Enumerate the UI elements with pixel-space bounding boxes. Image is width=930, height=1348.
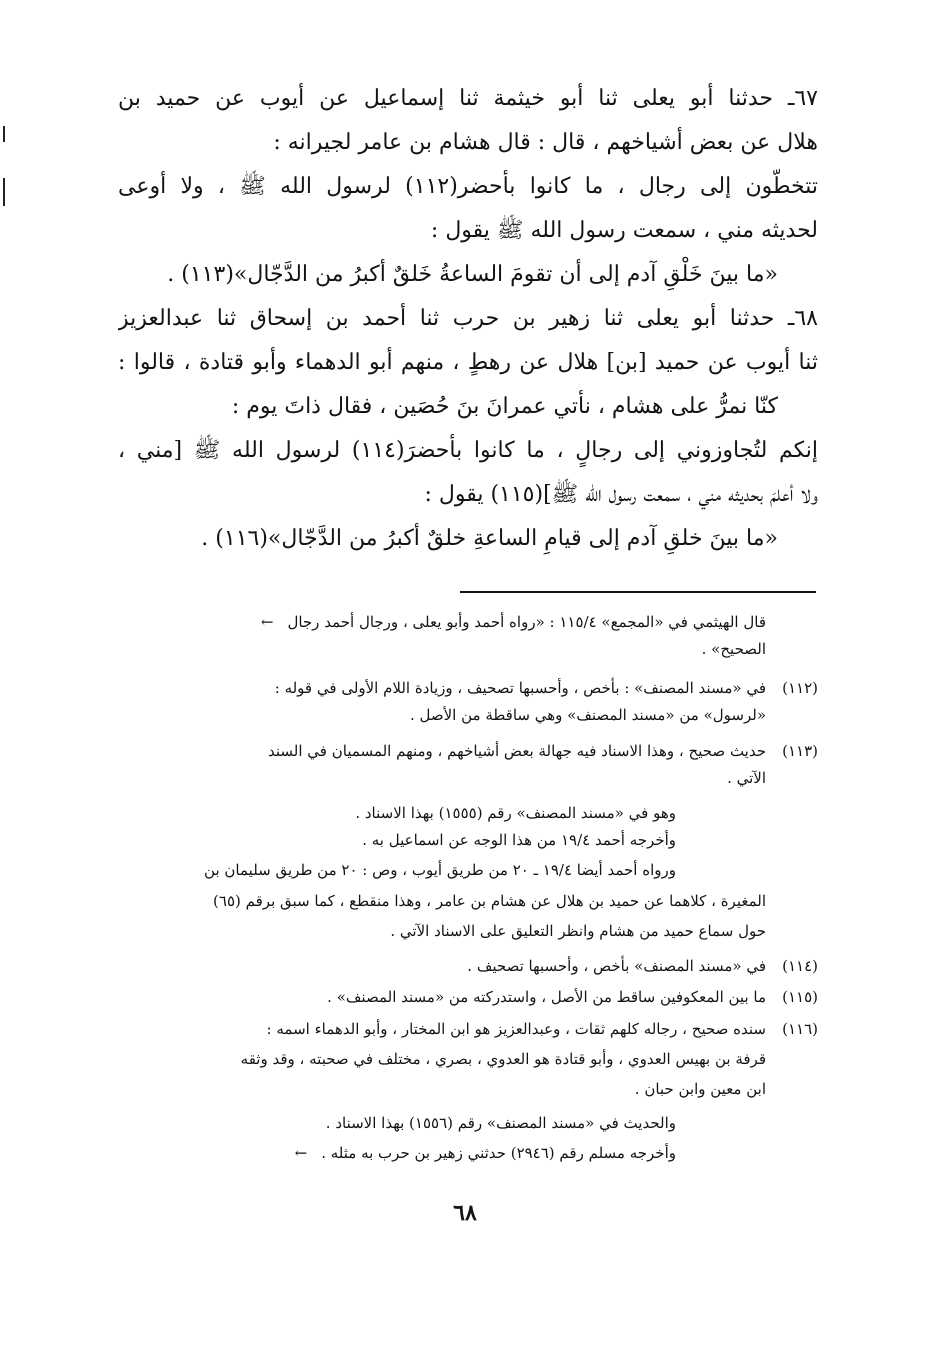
hadith-68-line-5: ولا أعلمَ بحديثه مني ، سمعت رسول الله ﷺ](١١٥) يقول : bbox=[424, 482, 818, 507]
hadith-67-line-1: ٦٧ـ حدثنا أبو يعلى ثنا أبو خيثمة ثنا إسماعيل عن أيوب عن حميد بن bbox=[118, 86, 818, 111]
footnote-line: وأخرجه مسلم رقم (٢٩٤٦) حدثني زهير بن حرب به مثله .← bbox=[112, 1140, 818, 1166]
footnote-number: (١١٤) bbox=[782, 957, 818, 975]
footnote-number: (١١٢) bbox=[782, 679, 818, 697]
footnote-line: وأخرجه أحمد ١٩/٤ من هذا الوجه عن اسماعيل به . bbox=[362, 831, 676, 849]
footnote-line: الصحيح» . bbox=[701, 640, 766, 658]
footnote-112: (١١٢)في «مسند المصنف» : بأخص ، وأحسبها تصحيف ، وزيادة اللام الأولى في قوله : bbox=[112, 675, 818, 701]
footnote-line: ورواه أحمد أيضا ١٩/٤ ـ ٢٠ من طريق أيوب ، وص : ٢٠ من طريق سليمان بن bbox=[204, 861, 676, 879]
footnote-line: المغيرة ، كلاهما عن حميد بن هلال عن هشام بن عامر ، وهذا منقطع ، كما سبق برقم (٦٥) bbox=[213, 892, 766, 910]
footnote-116: (١١٦)سنده صحيح ، رجاله كلهم ثقات ، وعبدالعزيز هو ابن المختار ، وأبو الدهماء اسمه : bbox=[112, 1016, 818, 1042]
footnote-line: قال الهيثمي في «المجمع» ١١٥/٤ : «رواه أحمد وأبو يعلى ، ورجال أحمد رجال← bbox=[112, 609, 818, 635]
hadith-67-quote: «ما بينَ خَلْقِ آدم إلى أن تقومَ الساعةُ خَلقٌ أكبرُ من الدَّجّال»(١١٣) . bbox=[167, 262, 778, 287]
footnote-line: ابن معين وابن حبان . bbox=[634, 1080, 766, 1098]
footnote-line: والحديث في «مسند المصنف» رقم (١٥٥٦) بهذا الاسناد . bbox=[325, 1114, 676, 1132]
footnote-number: (١١٥) bbox=[782, 988, 818, 1006]
hadith-68-line-3: كنّا نمرُّ على هشام ، نأتي عمرانَ بنَ حُصَين ، فقال ذاتَ يوم : bbox=[231, 394, 778, 419]
hadith-68-line-2: ثنا أيوب عن حميد [بن] هلال عن رهطٍ ، منهم أبو الدهماء وأبو قتادة ، قالوا : bbox=[118, 350, 818, 375]
hadith-68-line-4: إنكم لتُجاوزوني إلى رجالٍ ، ما كانوا بأحضرَ(١١٤) لرسول الله ﷺ [مني ، bbox=[118, 438, 818, 463]
footnote-line: قرفة بن بهيس العدوي ، وأبو قتادة هو العدوي ، بصري ، مختلف في صحبته ، وقد وثقه bbox=[240, 1050, 766, 1068]
hadith-67-line-4: لحديثه مني ، سمعت رسول الله ﷺ يقول : bbox=[430, 218, 818, 243]
footnote-number: (١١٦) bbox=[782, 1020, 818, 1038]
margin-mark-top bbox=[3, 126, 5, 142]
arrow-left-icon: ← bbox=[260, 613, 274, 631]
hadith-68-line-1: ٦٨ـ حدثنا أبو يعلى ثنا زهير بن حرب ثنا أحمد بن إسحاق ثنا عبدالعزيز bbox=[118, 306, 818, 331]
footnote-line: الآتي . bbox=[727, 769, 766, 787]
hadith-67-line-3: تتخطّون إلى رجال ، ما كانوا بأحضر(١١٢) لرسول الله ﷺ ، ولا أوعى bbox=[118, 174, 818, 199]
footnote-line: حول سماع حميد من هشام وانظر التعليق على الاسناد الآتي . bbox=[390, 922, 766, 940]
footnote-113: (١١٣)حديث صحيح ، وهذا الاسناد فيه جهالة بعض أشياخهم ، ومنهم المسميان في السند bbox=[112, 738, 818, 764]
footnote-114: (١١٤)في «مسند المصنف» بأخص ، وأحسبها تصحيف . bbox=[112, 953, 818, 979]
footnote-line: «لرسول» من «مسند المصنف» وهي ساقطة من الأصل . bbox=[409, 706, 766, 724]
footnote-number: (١١٣) bbox=[782, 742, 818, 760]
arrow-left-icon: ← bbox=[294, 1144, 308, 1162]
margin-mark-bottom bbox=[3, 178, 5, 206]
footnote-divider bbox=[460, 591, 816, 593]
footnote-line: وهو في «مسند المصنف» رقم (١٥٥٥) بهذا الاسناد . bbox=[355, 804, 676, 822]
footnote-115: (١١٥)ما بين المعكوفين ساقط من الأصل ، واستدركته من «مسند المصنف» . bbox=[112, 984, 818, 1010]
page-number: ٦٨ bbox=[453, 1200, 477, 1226]
hadith-67-line-2: هلال عن بعض أشياخهم ، قال : قال هشام بن عامر لجيرانه : bbox=[273, 130, 818, 155]
hadith-68-quote: «ما بينَ خلقِ آدم إلى قيامِ الساعةِ خلقٌ أكبرُ من الدَّجّال»(١١٦) . bbox=[201, 526, 778, 551]
